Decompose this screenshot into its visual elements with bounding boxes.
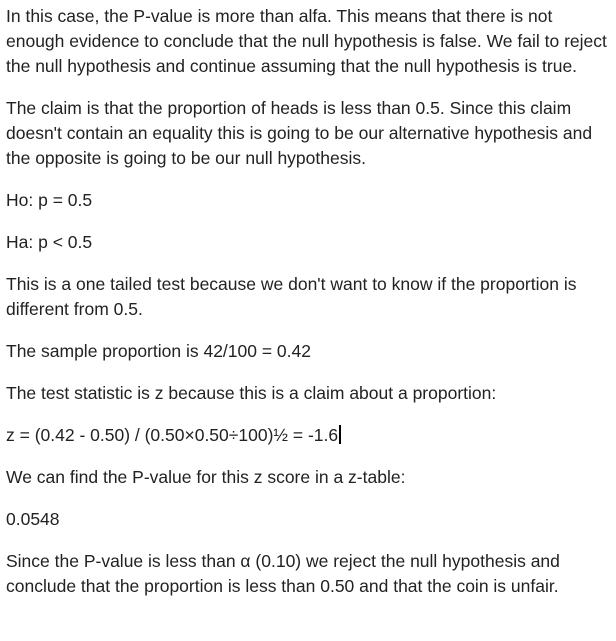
text-cursor [339, 425, 341, 444]
paragraph-test-statistic: The test statistic is z because this is a claim about a proportion: [6, 383, 497, 403]
document-body[interactable] [6, 4, 612, 599]
sample-proportion: The sample proportion is 42/100 = 0.42 [6, 341, 311, 361]
null-hypothesis: Ho: p = 0.5 [6, 190, 93, 210]
z-formula-line[interactable] [6, 423, 612, 448]
p-value: 0.0548 [6, 509, 60, 529]
paragraph-final-conclusion: Since the P-value is less than α (0.10) we reject the null hypothesis and conclude that the proportion is less than 0.50 and that the coin is unfair. [6, 551, 560, 596]
paragraph-claim: The claim is that the proportion of heads is less than 0.5. Since this claim doesn't contain an equality this is going to be our alternative hypothesis and the opposite is going to be our null hypothesis. [6, 98, 593, 168]
paragraph-one-tailed: This is a one tailed test because we don't want to know if the proportion is different from 0.5. [6, 274, 577, 319]
paragraph-p-value-lookup: We can find the P-value for this z score in a z-table: [6, 467, 406, 487]
paragraph-conclusion-case: In this case, the P-value is more than alfa. This means that there is not enough evidence to conclude that the null hypothesis is false. We fail to reject the null hypothesis and continue assuming that the null hypothesis is true. [6, 6, 607, 76]
alternative-hypothesis: Ha: p < 0.5 [6, 232, 93, 252]
z-formula: z = (0.42 - 0.50) / (0.50×0.50÷100)½ = -1.6 [6, 425, 339, 445]
